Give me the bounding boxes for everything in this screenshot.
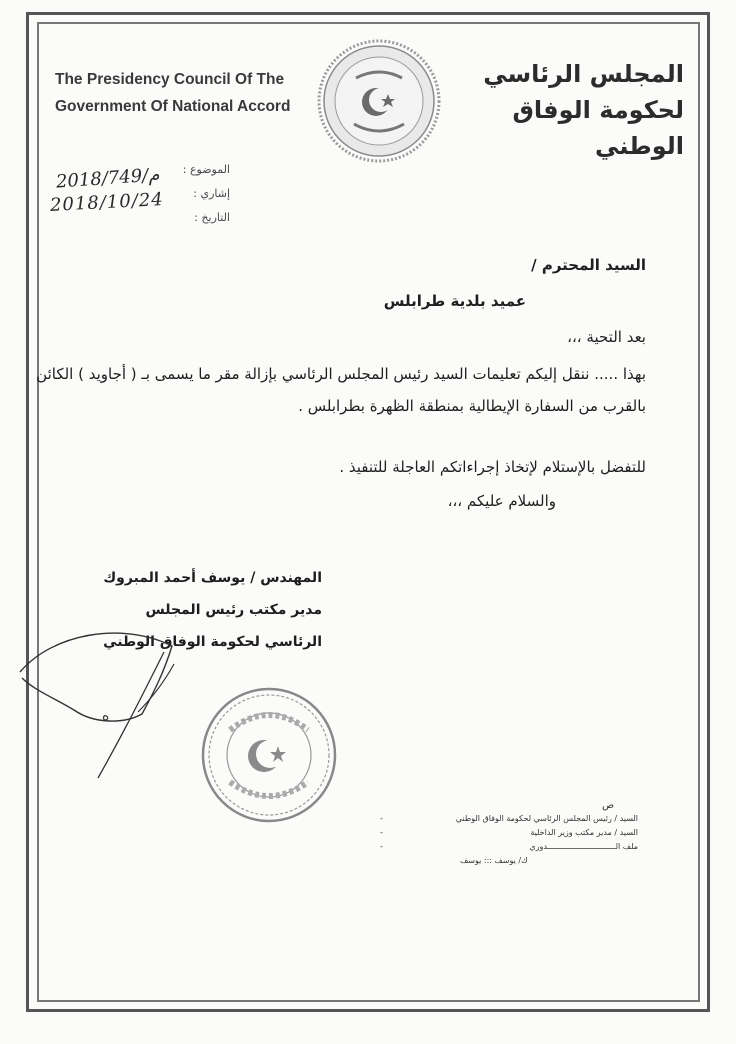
- cc-bullet: -: [380, 828, 383, 837]
- greeting: بعد التحية ،،،: [567, 328, 646, 346]
- signer-title-line1: مدير مكتب رئيس المجلس: [145, 602, 322, 618]
- cc-row: [380, 812, 638, 826]
- cc-bullet: -: [380, 814, 383, 823]
- cc-list: [380, 812, 638, 868]
- subject-label: الموضوع :: [182, 163, 230, 176]
- arabic-letterhead-line1: المجلس الرئاسي: [483, 60, 684, 88]
- cc-row: [380, 826, 638, 840]
- date-value: 2018/10/24: [49, 189, 165, 216]
- cc-mark: ص: [602, 800, 615, 811]
- date-label: التاريخ :: [194, 211, 230, 224]
- cc-line4: ك/ يوسف ::: يوسف: [460, 856, 528, 865]
- cc-line2: السيد / مدير مكتب وزير الداخلية: [530, 828, 638, 837]
- cc-line3: ملف الـــــــــــــــــــــــــــــدوري: [529, 842, 638, 851]
- letter-paragraph: بهذا ..... ننقل إليكم تعليمات السيد رئيس المجلس الرئاسي بإزالة مقر ما يسمى بـ ( أجاويد ) الكائن بالقرب من السفارة الإيطالية بمنطقة الظهرة بطرابلس .: [36, 365, 646, 415]
- salutation: السيد المحترم /: [531, 256, 646, 274]
- handwritten-reference: [49, 164, 182, 224]
- english-letterhead-line1: The Presidency Council Of The: [55, 71, 285, 88]
- english-letterhead-line2: Government Of National Accord: [55, 98, 291, 115]
- handwritten-signature-icon: [14, 612, 194, 782]
- cc-bullet: -: [380, 842, 383, 851]
- english-letterhead: [55, 66, 325, 120]
- arabic-letterhead-line2: لحكومة الوفاق الوطني: [512, 96, 684, 160]
- office-stamp-icon: [200, 686, 338, 824]
- cc-line1: السيد / رئيس المجلس الرئاسي لحكومة الوفاق الوطني: [455, 814, 638, 823]
- reference-label: إشاري :: [193, 187, 230, 200]
- emblem-seal-icon: [316, 38, 442, 164]
- arabic-letterhead: [444, 56, 684, 164]
- request-line: للتفضل بالإستلام لإتخاذ إجراءاتكم العاجلة للتنفيذ .: [339, 458, 646, 476]
- signer-title-line2: الرئاسي لحكومة الوفاق الوطني: [103, 634, 322, 650]
- cc-row: [380, 854, 638, 868]
- reference-value: 2018/749/م: [55, 164, 161, 193]
- cc-row: [380, 840, 638, 854]
- closing: والسلام عليكم ،،،: [447, 492, 556, 510]
- recipient: عميد بلدية طرابلس: [383, 292, 526, 310]
- signer-name: المهندس / يوسف أحمد المبروك: [103, 570, 322, 586]
- signature-digit: ه: [102, 708, 110, 724]
